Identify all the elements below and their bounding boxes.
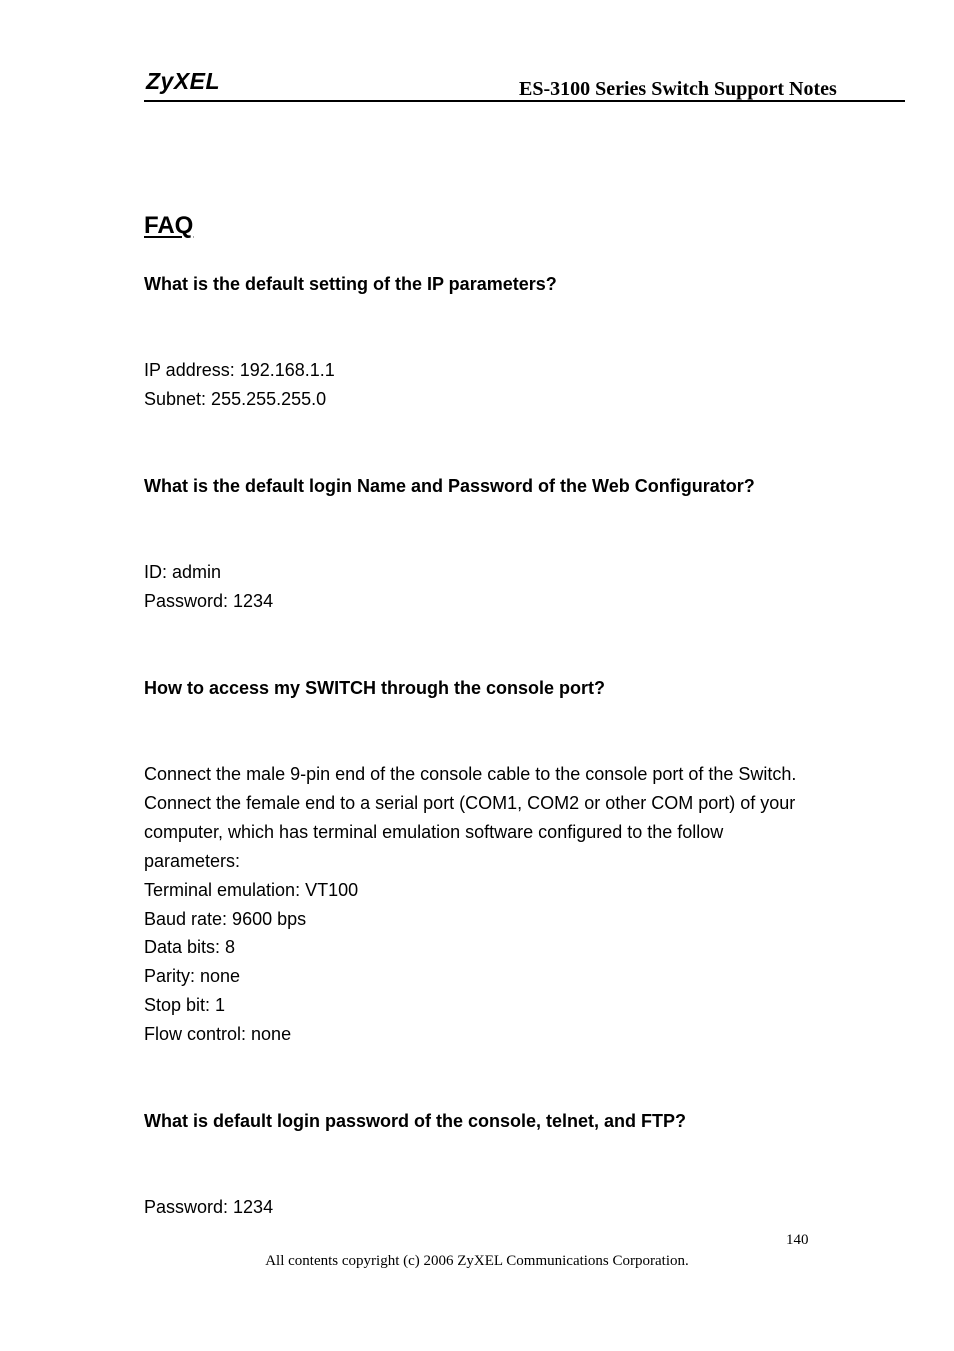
faq-answer-line: Flow control: none [144, 1024, 292, 1044]
faq-answer-line: Baud rate: 9600 bps [144, 909, 307, 929]
faq-question: What is the default login Name and Password of the Web Configurator? [144, 476, 755, 496]
document-title: ES-3100 Series Switch Support Notes [519, 78, 837, 100]
faq-answer-line: Password: 1234 [144, 591, 274, 611]
faq-heading: FAQ [144, 212, 194, 239]
faq-answer-line: Stop bit: 1 [144, 995, 226, 1015]
faq-answer-paragraph: Connect the male 9-pin end of the console cable to the console port of the Switch. Connect the female end to a serial port (COM1, COM2 or other COM port) of your computer, which has terminal emulation software configured to the follow parameters: [144, 764, 797, 871]
faq-question: What is the default setting of the IP parameters? [144, 274, 557, 294]
faq-answer-line: Data bits: 8 [144, 937, 236, 957]
faq-question: What is default login password of the console, telnet, and FTP? [144, 1111, 687, 1131]
faq-answer-line: Terminal emulation: VT100 [144, 880, 359, 900]
faq-answer-line: ID: admin [144, 562, 222, 582]
header-divider [144, 100, 905, 102]
page-number: 140 [786, 1232, 809, 1248]
faq-question: How to access my SWITCH through the console port? [144, 678, 606, 698]
faq-answer-line: Password: 1234 [144, 1197, 274, 1217]
faq-answer-line: Parity: none [144, 966, 241, 986]
faq-answer-line: IP address: 192.168.1.1 [144, 360, 335, 380]
zyxel-logo: ZyXEL [146, 68, 221, 94]
copyright-footer: All contents copyright (c) 2006 ZyXEL Communications Corporation. [265, 1253, 689, 1269]
faq-answer-line: Subnet: 255.255.255.0 [144, 389, 327, 409]
